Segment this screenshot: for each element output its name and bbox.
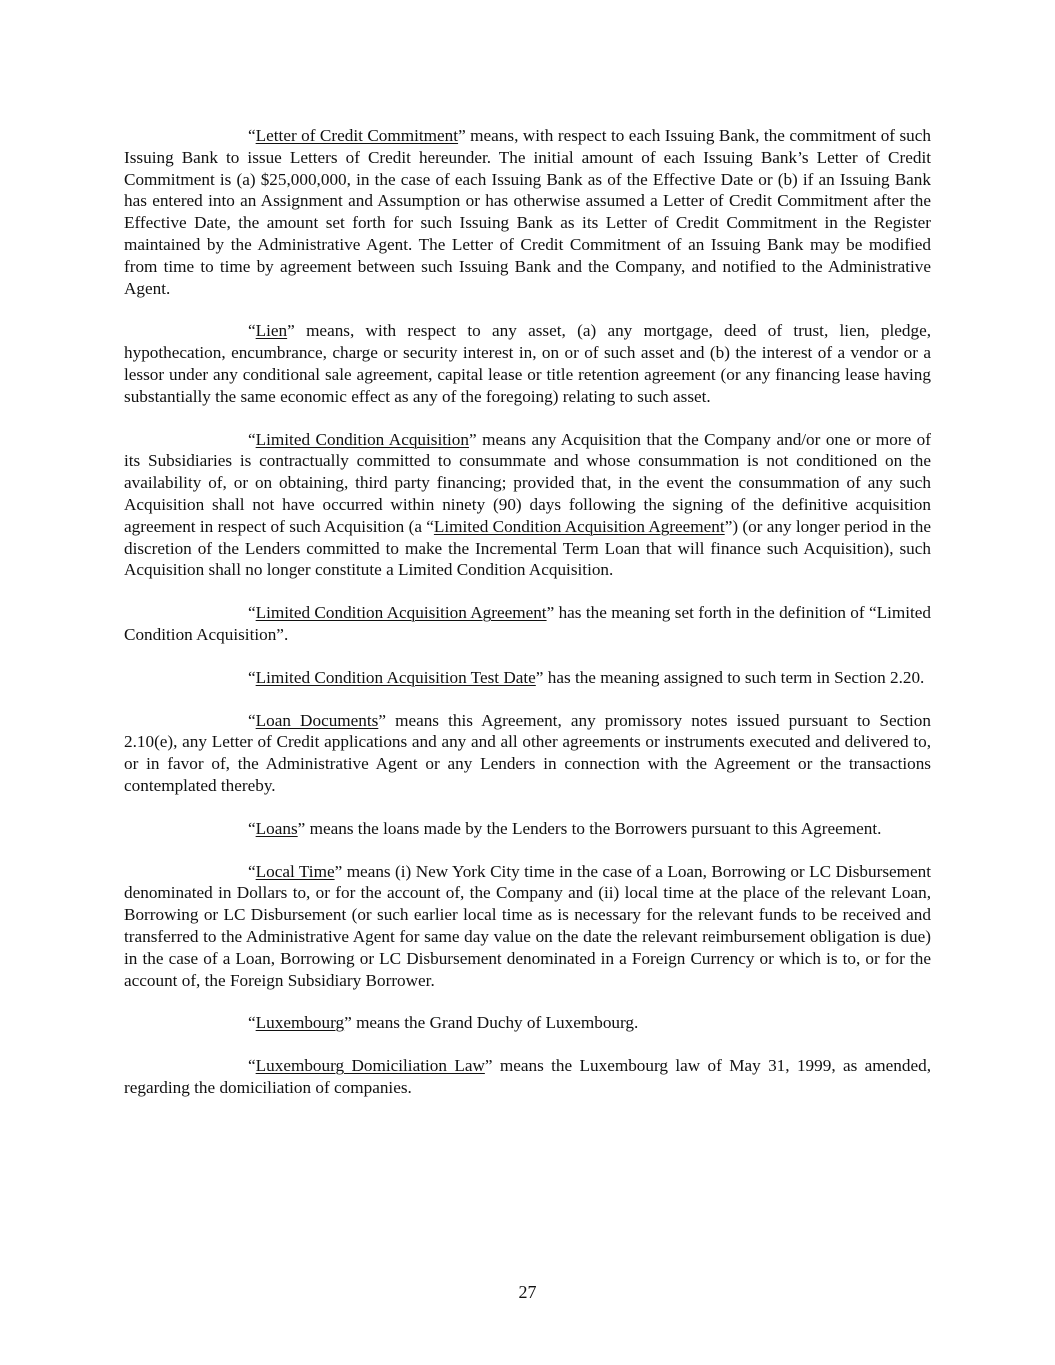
definition-body: means, with respect to each Issuing Bank, the commitment of such Issuing Bank to issue Letters of Credit hereunder. The initial amount of each Issuing Bank’s Letter of Credit Commitment is (a) $25,000,000, in the case of each Issuing Bank as of the Effective Date or (b) if an Issuing Bank has entered into an Assignment and Assumption or has otherwise assumed a Letter of Credit Commitment after the Effective Date, the amount set forth for such Issuing Bank as its Letter of Credit Commitment in the Register maintained by the Administrative Agent. The Letter of Credit Commitment of an Issuing Bank may be modified from time to time by agreement between such Issuing Bank and the Company, and notified to the Administrative Agent. xyxy=(124,126,931,298)
close-quote: ” xyxy=(546,603,555,623)
close-quote: ” xyxy=(458,126,466,145)
definition-body-after: ”) (or any longer period in the discretion of the Lenders committed to make the Incremental Term Loan that will finance such Acquisition), such Acquisition shall no longer constitute a Limited Condition Acquisition. xyxy=(124,516,931,580)
inline-defined-term: Limited Condition Acquisition Agreement xyxy=(433,516,725,536)
definition-loan-documents xyxy=(124,710,931,797)
open-quote: “ xyxy=(248,710,256,730)
defined-term: Loan Documents xyxy=(255,710,379,730)
open-quote: “ xyxy=(248,667,256,687)
definition-luxembourg xyxy=(124,1012,931,1034)
definition-body: means the Luxembourg law of May 31, 1999, as amended, regarding the domiciliation of companies. xyxy=(124,1056,931,1097)
open-quote: “ xyxy=(248,321,256,341)
close-quote: ” xyxy=(378,710,386,730)
definition-body-before: means any Acquisition that the Company and/or one or more of its Subsidiaries is contractually committed to consummate and whose consummation is not conditioned on the availability of, or on obtaining, third party financing; provided that, in the event the consummation of any such Acquisition shall not have occurred within ninety (90) days following the signing of the definitive acquisition agreement in respect of such Acquisition (a “ xyxy=(124,429,931,536)
definition-local-time xyxy=(124,861,931,992)
document-page xyxy=(124,125,931,1120)
close-quote: ” xyxy=(344,1013,352,1033)
open-quote: “ xyxy=(248,1056,256,1076)
defined-term: Limited Condition Acquisition xyxy=(255,429,469,449)
close-quote: ” xyxy=(297,818,306,838)
close-quote: ” xyxy=(287,321,295,341)
definition-loans xyxy=(124,818,931,840)
definition-limited-condition-acquisition xyxy=(124,429,931,582)
defined-term: Limited Condition Acquisition Test Date xyxy=(255,667,536,687)
close-quote: ” xyxy=(334,861,343,881)
definition-letter-of-credit-commitment xyxy=(124,125,931,299)
definition-luxembourg-domiciliation-law xyxy=(124,1055,931,1099)
open-quote: “ xyxy=(248,818,256,838)
definition-body: has the meaning assigned to such term in Section 2.20. xyxy=(543,667,925,687)
open-quote: “ xyxy=(248,1013,256,1033)
close-quote: ” xyxy=(535,667,544,687)
close-quote: ” xyxy=(469,429,477,449)
defined-term: Letter of Credit Commitment xyxy=(255,126,459,145)
definition-body: means, with respect to any asset, (a) any mortgage, deed of trust, lien, pledge, hypothecation, encumbrance, charge or security interest in, on or of such asset and (b) the interest of a vendor or a lessor under any conditional sale agreement, capital lease or title retention agreement (or any financing lease having substantially the same economic effect as any of the foregoing) relating to such asset. xyxy=(124,321,931,406)
definition-body: means the Grand Duchy of Luxembourg. xyxy=(351,1013,639,1033)
defined-term: Luxembourg Domiciliation Law xyxy=(255,1056,485,1076)
definition-body: means (i) New York City time in the case of a Loan, Borrowing or LC Disbursement denominated in Dollars to, or for the account of, the Company and (ii) local time at the place of the relevant Loan, Borrowing or LC Disbursement (or such earlier local time as is necessary for the relevant funds to be received and transferred to the Administrative Agent for same day value on the date the relevant reimbursement obligation is due) in the case of a Loan, Borrowing or LC Disbursement denominated in a Foreign Currency or which is to, or for the account of, the Foreign Subsidiary Borrower. xyxy=(124,861,932,990)
defined-term: Lien xyxy=(255,321,288,341)
defined-term: Luxembourg xyxy=(255,1013,345,1033)
defined-term: Limited Condition Acquisition Agreement xyxy=(255,603,547,623)
definition-body: means this Agreement, any promissory notes issued pursuant to Section 2.10(e), any Letter of Credit applications and any and all other agreements or instruments executed and delivered to, or in favor of, the Administrative Agent or any Lenders in connection with the Agreement or the transactions contemplated thereby. xyxy=(124,710,931,795)
definition-body: has the meaning set forth in the definition of “Limited Condition Acquisition”. xyxy=(124,603,931,644)
definition-lien xyxy=(124,320,931,407)
open-quote: “ xyxy=(248,861,256,881)
defined-term: Loans xyxy=(255,818,298,838)
definition-limited-condition-acquisition-agreement xyxy=(124,602,931,646)
open-quote: “ xyxy=(248,603,256,623)
page-number: 27 xyxy=(518,1282,537,1302)
defined-term: Local Time xyxy=(255,861,335,881)
open-quote: “ xyxy=(248,429,256,449)
open-quote: “ xyxy=(248,126,256,145)
definition-body: means the loans made by the Lenders to the Borrowers pursuant to this Agreement. xyxy=(305,818,882,838)
definition-limited-condition-acquisition-test-date xyxy=(124,667,931,689)
close-quote: ” xyxy=(484,1056,493,1076)
